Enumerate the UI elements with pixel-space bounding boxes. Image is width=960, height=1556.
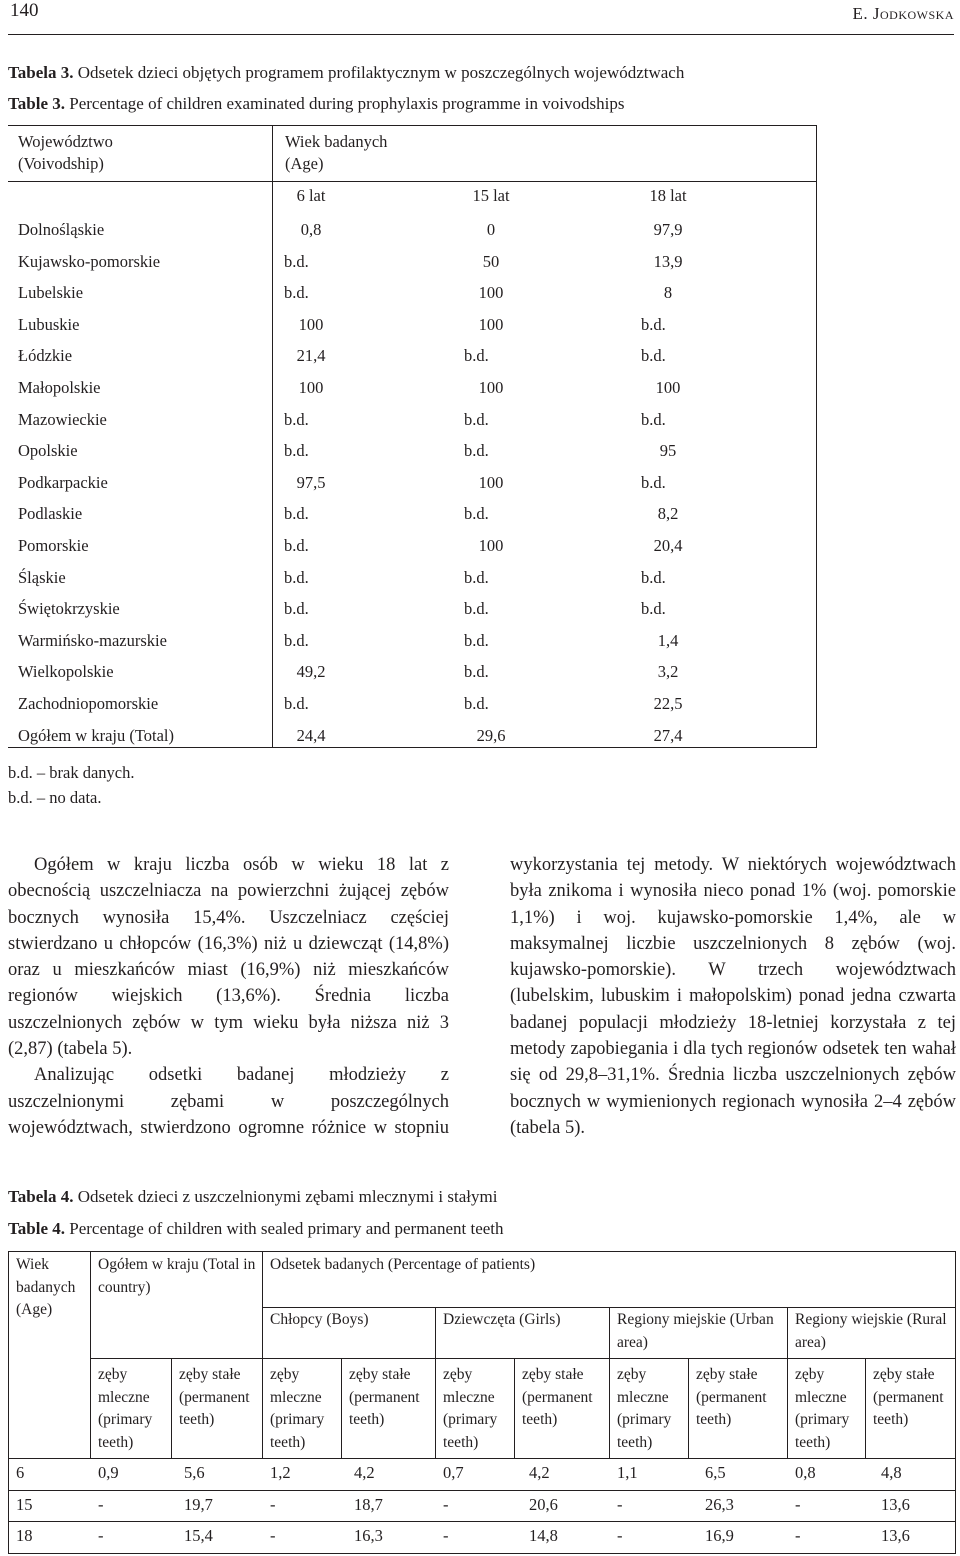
table4-hline	[8, 1458, 956, 1459]
table-cell-value: 21,4	[296, 346, 326, 366]
table-cell-value: 1,1	[617, 1463, 638, 1482]
table-cell-value: 100	[478, 472, 504, 492]
table-cell-value: -	[617, 1526, 623, 1545]
table3-caption-pl: Tabela 3. Odsetek dzieci objętych programem profilaktycznym w poszczególnych województwach	[8, 63, 685, 82]
table4-vline	[787, 1307, 788, 1458]
table-cell-value: 19,7	[184, 1495, 213, 1514]
table-cell-value: 16,3	[354, 1526, 383, 1545]
table-cell-value: b.d.	[284, 567, 309, 587]
table4-border-right	[955, 1251, 956, 1554]
body-column-left	[8, 852, 449, 1141]
table-cell-value: b.d.	[284, 251, 309, 271]
table4-vline	[171, 1358, 172, 1458]
sub-header: zęby mleczne (primary teeth)	[270, 1366, 325, 1451]
table-cell-value: b.d.	[464, 567, 489, 587]
table-cell-value: 29,6	[476, 725, 506, 745]
sub-header: zęby stałe (permanent teeth)	[696, 1366, 767, 1428]
table-row-region: Świętokrzyskie	[18, 599, 120, 619]
total-header: Ogółem w kraju (Total in country)	[98, 1256, 256, 1296]
table4-vline	[865, 1358, 866, 1458]
percent-header: Odsetek badanych (Percentage of patients)	[270, 1256, 536, 1273]
group-header: Regiony miejskie (Urban area)	[617, 1311, 774, 1351]
age-header: Wiek badanych	[285, 132, 388, 151]
table-cell-value: 14,8	[529, 1526, 558, 1545]
table-cell-value: b.d.	[284, 694, 309, 713]
table4-hline	[8, 1521, 956, 1522]
table-cell-value: 100	[478, 283, 504, 303]
table-cell-value: b.d.	[641, 314, 666, 334]
table-row-region: Lubuskie	[18, 314, 80, 334]
region-header: (Voivodship)	[18, 154, 104, 173]
note-en: b.d. – no data.	[8, 788, 102, 807]
table-cell-value: 13,6	[881, 1495, 910, 1514]
table-cell-value: 18,7	[354, 1495, 383, 1514]
table4	[8, 1251, 956, 1554]
table-cell-value: 22,5	[653, 694, 683, 713]
table-row-region: Warmińsko-mazurskie	[18, 630, 167, 650]
table-cell-value: 0,8	[795, 1463, 816, 1482]
table-cell-value: 15	[16, 1495, 33, 1514]
table-cell-value: b.d.	[464, 694, 489, 713]
table-cell-value: b.d.	[641, 567, 666, 587]
table-cell-value: 20,6	[529, 1495, 558, 1514]
sub-header: zęby stałe (permanent teeth)	[522, 1366, 593, 1428]
table-cell-value: 100	[655, 378, 681, 397]
table4-vline	[514, 1358, 515, 1458]
table-cell-value: 49,2	[296, 662, 326, 682]
table-cell-value: b.d.	[284, 409, 309, 429]
table-cell-value: -	[795, 1495, 801, 1514]
table-cell-value: b.d.	[464, 504, 489, 524]
age-header: Wiek badanych (Age)	[16, 1256, 76, 1318]
table-cell-value: 18	[16, 1526, 33, 1545]
table-cell-value: b.d.	[284, 504, 309, 524]
table-cell-value: 6	[16, 1463, 25, 1482]
table3-header-rule	[8, 181, 817, 182]
table-cell-value: 1,4	[657, 630, 679, 650]
table-cell-value: b.d.	[284, 283, 309, 303]
table-cell-value: 26,3	[705, 1495, 734, 1514]
table-cell-value: 100	[478, 378, 504, 397]
table-cell-value: -	[795, 1526, 801, 1545]
table3-caption-en: Table 3. Percentage of children examinated during prophylaxis programme in voivodships	[8, 94, 625, 113]
age-header: (Age)	[285, 154, 324, 173]
sub-header: zęby mleczne (primary teeth)	[795, 1366, 850, 1451]
table-cell-value: 0,8	[300, 220, 322, 239]
table-cell-value: b.d.	[284, 599, 309, 619]
table4-vline	[90, 1251, 91, 1458]
table-cell-value: b.d.	[641, 409, 666, 429]
sub-header: zęby mleczne (primary teeth)	[617, 1366, 672, 1451]
table3-top-rule	[8, 125, 272, 126]
table4-caption-pl: Tabela 4. Odsetek dzieci z uszczelnionymi zębami mlecznymi i stałymi	[8, 1187, 498, 1206]
table-row-region: Podlaskie	[18, 504, 83, 524]
table-cell-value: b.d.	[641, 472, 666, 492]
table-row-region: Dolnośląskie	[18, 220, 105, 239]
table4-border-left	[8, 1251, 9, 1554]
table-cell-value: 27,4	[653, 725, 683, 745]
body-column-right	[510, 852, 956, 1141]
table-cell-value: 8	[663, 283, 673, 303]
table-cell-value: -	[98, 1526, 104, 1545]
table-cell-value: b.d.	[464, 630, 489, 650]
page-number: 140	[10, 0, 39, 21]
table-cell-value: -	[617, 1495, 623, 1514]
table3	[8, 125, 817, 749]
table-cell-value: 24,4	[296, 725, 326, 745]
group-header: Dziewczęta (Girls)	[443, 1311, 561, 1328]
table-cell-value: 4,2	[529, 1463, 550, 1482]
table-cell-value: b.d.	[284, 630, 309, 650]
table-cell-value: b.d.	[464, 346, 489, 366]
table-cell-value: -	[98, 1495, 104, 1514]
table-cell-value: 3,2	[657, 662, 679, 682]
table-row-region: Ogółem w kraju (Total)	[18, 725, 175, 745]
table-cell-value: b.d.	[464, 599, 489, 619]
table4-caption-en: Table 4. Percentage of children with sealed primary and permanent teeth	[8, 1219, 504, 1238]
age-column-header: 18 lat	[649, 186, 687, 205]
table-row-region: Wielkopolskie	[18, 662, 114, 682]
sub-header: zęby stałe (permanent teeth)	[179, 1366, 250, 1428]
table-cell-value: 13,6	[881, 1526, 910, 1545]
table-cell-value: b.d.	[641, 346, 666, 366]
table3-notes	[8, 760, 134, 810]
table-cell-value: 97,5	[296, 472, 326, 492]
table4-vline	[688, 1358, 689, 1458]
table-cell-value: -	[270, 1495, 276, 1514]
paragraph: wykorzystania tej metody. W niektórych województwach była znikoma i wynosiła nieco ponad 1% (woj. pomorskie 1,1%) i woj. kujawsko-pomorskie 1,4%, ale w maksymalnej liczbie uszczelnionych 8 zębów (woj. kujawsko-pomorskie). W trzech województwach (lubelskim, lubuskim i małopolskim) ponad jedna czwarta badanej populacji młodzieży 18-letniej korzystała z tej metody zapobiegania i dla tych regionów odsetek ten wahał się od 29,8–31,1%. Średnia liczba uszczelnionych zębów bocznych w wymienionych regionach wynosiła 2–4 zębów (tabela 5).	[510, 855, 956, 1138]
table-cell-value: 20,4	[653, 536, 683, 555]
table-cell-value: 4,8	[881, 1463, 902, 1482]
table4-hline	[8, 1490, 956, 1491]
table4-vline	[435, 1307, 436, 1458]
table-cell-value: 15,4	[184, 1526, 213, 1545]
table-cell-value: 100	[298, 314, 324, 334]
table-row-region: Pomorskie	[18, 536, 89, 555]
table-cell-value: 6,5	[705, 1463, 726, 1482]
sub-header: zęby mleczne (primary teeth)	[443, 1366, 498, 1451]
table-row-region: Zachodniopomorskie	[18, 694, 159, 713]
table-cell-value: 0,9	[98, 1463, 119, 1482]
table-row-region: Opolskie	[18, 441, 78, 461]
table-cell-value: 5,6	[184, 1463, 205, 1482]
table4-hline	[262, 1307, 956, 1308]
table-cell-value: b.d.	[464, 441, 489, 461]
group-header: Regiony wiejskie (Rural area)	[795, 1311, 947, 1351]
sub-header: zęby stałe (permanent teeth)	[349, 1366, 420, 1428]
table-cell-value: 1,2	[270, 1463, 291, 1482]
table-cell-value: 100	[478, 536, 504, 555]
table-cell-value: 4,2	[354, 1463, 375, 1482]
table-cell-value: 100	[478, 314, 504, 334]
table-row-region: Podkarpackie	[18, 472, 108, 492]
table-row-region: Małopolskie	[18, 378, 101, 397]
table-cell-value: 0,7	[443, 1463, 464, 1482]
table-cell-value: b.d.	[284, 441, 309, 461]
age-column-header: 15 lat	[472, 186, 510, 205]
table-cell-value: b.d.	[641, 599, 666, 619]
table-cell-value: -	[270, 1526, 276, 1545]
table-cell-value: 97,9	[653, 220, 683, 239]
table-cell-value: -	[443, 1526, 449, 1545]
table4-vline	[341, 1358, 342, 1458]
table-cell-value: 50	[482, 251, 500, 271]
table-cell-value: 16,9	[705, 1526, 734, 1545]
sub-header: zęby mleczne (primary teeth)	[98, 1366, 153, 1451]
note-pl: b.d. – brak danych.	[8, 763, 135, 782]
age-column-header: 6 lat	[296, 186, 326, 205]
table-row-region: Śląskie	[18, 567, 66, 587]
paragraph: Analizując odsetki badanej młodzieży z uszczelnionymi zębami w poszczególnych województwach, stwierdzono ogromne różnice w stopniu	[8, 1065, 449, 1138]
table-row-region: Łódzkie	[18, 346, 73, 366]
sub-header: zęby stałe (permanent teeth)	[873, 1366, 944, 1428]
table-cell-value: b.d.	[464, 662, 489, 682]
table-row-region: Kujawsko-pomorskie	[18, 251, 161, 271]
table-cell-value: 95	[659, 441, 677, 461]
table-row-region: Mazowieckie	[18, 409, 107, 429]
table4-border-bottom	[8, 1553, 956, 1554]
table-cell-value: b.d.	[464, 409, 489, 429]
table-cell-value: 13,9	[653, 251, 683, 271]
group-header: Chłopcy (Boys)	[270, 1311, 369, 1328]
running-head: E. Jodkowska	[852, 4, 954, 23]
region-header: Województwo	[18, 132, 113, 151]
table-cell-value: b.d.	[284, 536, 309, 555]
header-rule	[8, 34, 954, 35]
table4-border-top	[8, 1251, 956, 1252]
table4-vline	[262, 1251, 263, 1458]
table4-hline	[90, 1358, 956, 1359]
table4-vline	[609, 1307, 610, 1458]
table-cell-value: -	[443, 1495, 449, 1514]
table-row-region: Lubelskie	[18, 283, 84, 303]
table-cell-value: 0	[486, 220, 496, 239]
table3-bottom-rule	[8, 747, 817, 748]
table-cell-value: 8,2	[657, 504, 679, 524]
table-cell-value: 100	[298, 378, 324, 397]
paragraph: Ogółem w kraju liczba osób w wieku 18 lat z obecnością uszczelniacza na powierzchni żującej zębów bocznych wynosiła 15,4%. Uszczelniacz częściej stwierdzano u chłopców (16,3%) niż u dziewcząt (14,8%) oraz u mieszkańców miast (16,9%) niż mieszkańców regionów wiejskich (13,6%). Średnia liczba uszczelnionych zębów w tym wieku była niższa niż 3 (2,87) (tabela 5).	[8, 855, 449, 1060]
